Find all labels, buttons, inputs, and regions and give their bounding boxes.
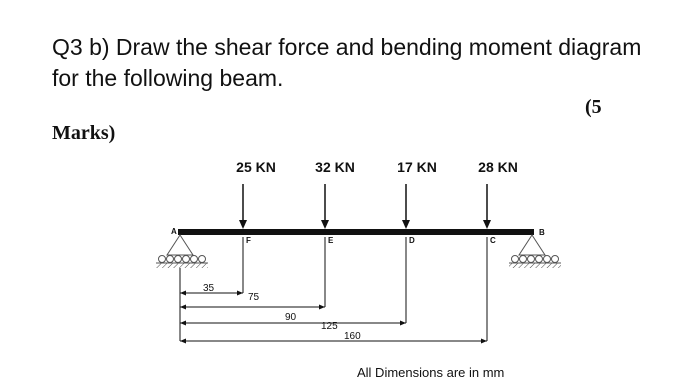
- load-label-f: 25 KN: [236, 159, 276, 175]
- beam: [178, 229, 534, 235]
- dimension-label-75: 75: [248, 292, 260, 303]
- dimension-arrowheads: [180, 291, 487, 344]
- load-arrow-f: [239, 184, 247, 229]
- marks-label-close: Marks): [52, 122, 116, 144]
- point-label-c: C: [490, 236, 496, 245]
- marks-label-open: (5: [585, 96, 602, 118]
- units-note: All Dimensions are in mm: [357, 365, 505, 380]
- dimension-label-125: 125: [321, 321, 338, 332]
- support-label-b: B: [539, 228, 545, 237]
- dimension-label-160: 160: [344, 331, 361, 342]
- question-text: Q3 b) Draw the shear force and bending moment diagram for the following beam.: [52, 34, 642, 91]
- dimension-label-90: 90: [285, 312, 297, 323]
- dimension-lines: [180, 293, 487, 341]
- point-label-e: E: [328, 236, 334, 245]
- point-label-d: D: [409, 236, 415, 245]
- load-arrow-e: [321, 184, 329, 229]
- load-label-d: 17 KN: [397, 159, 437, 175]
- load-label-c: 28 KN: [478, 159, 518, 175]
- load-label-e: 32 KN: [315, 159, 355, 175]
- load-arrow-c: [483, 184, 491, 229]
- load-arrow-d: [402, 184, 410, 229]
- right-roller-support: [509, 235, 561, 268]
- point-label-f: F: [246, 236, 251, 245]
- support-label-a: A: [171, 227, 177, 236]
- left-roller-support: [156, 235, 208, 268]
- dimension-label-35: 35: [203, 283, 215, 294]
